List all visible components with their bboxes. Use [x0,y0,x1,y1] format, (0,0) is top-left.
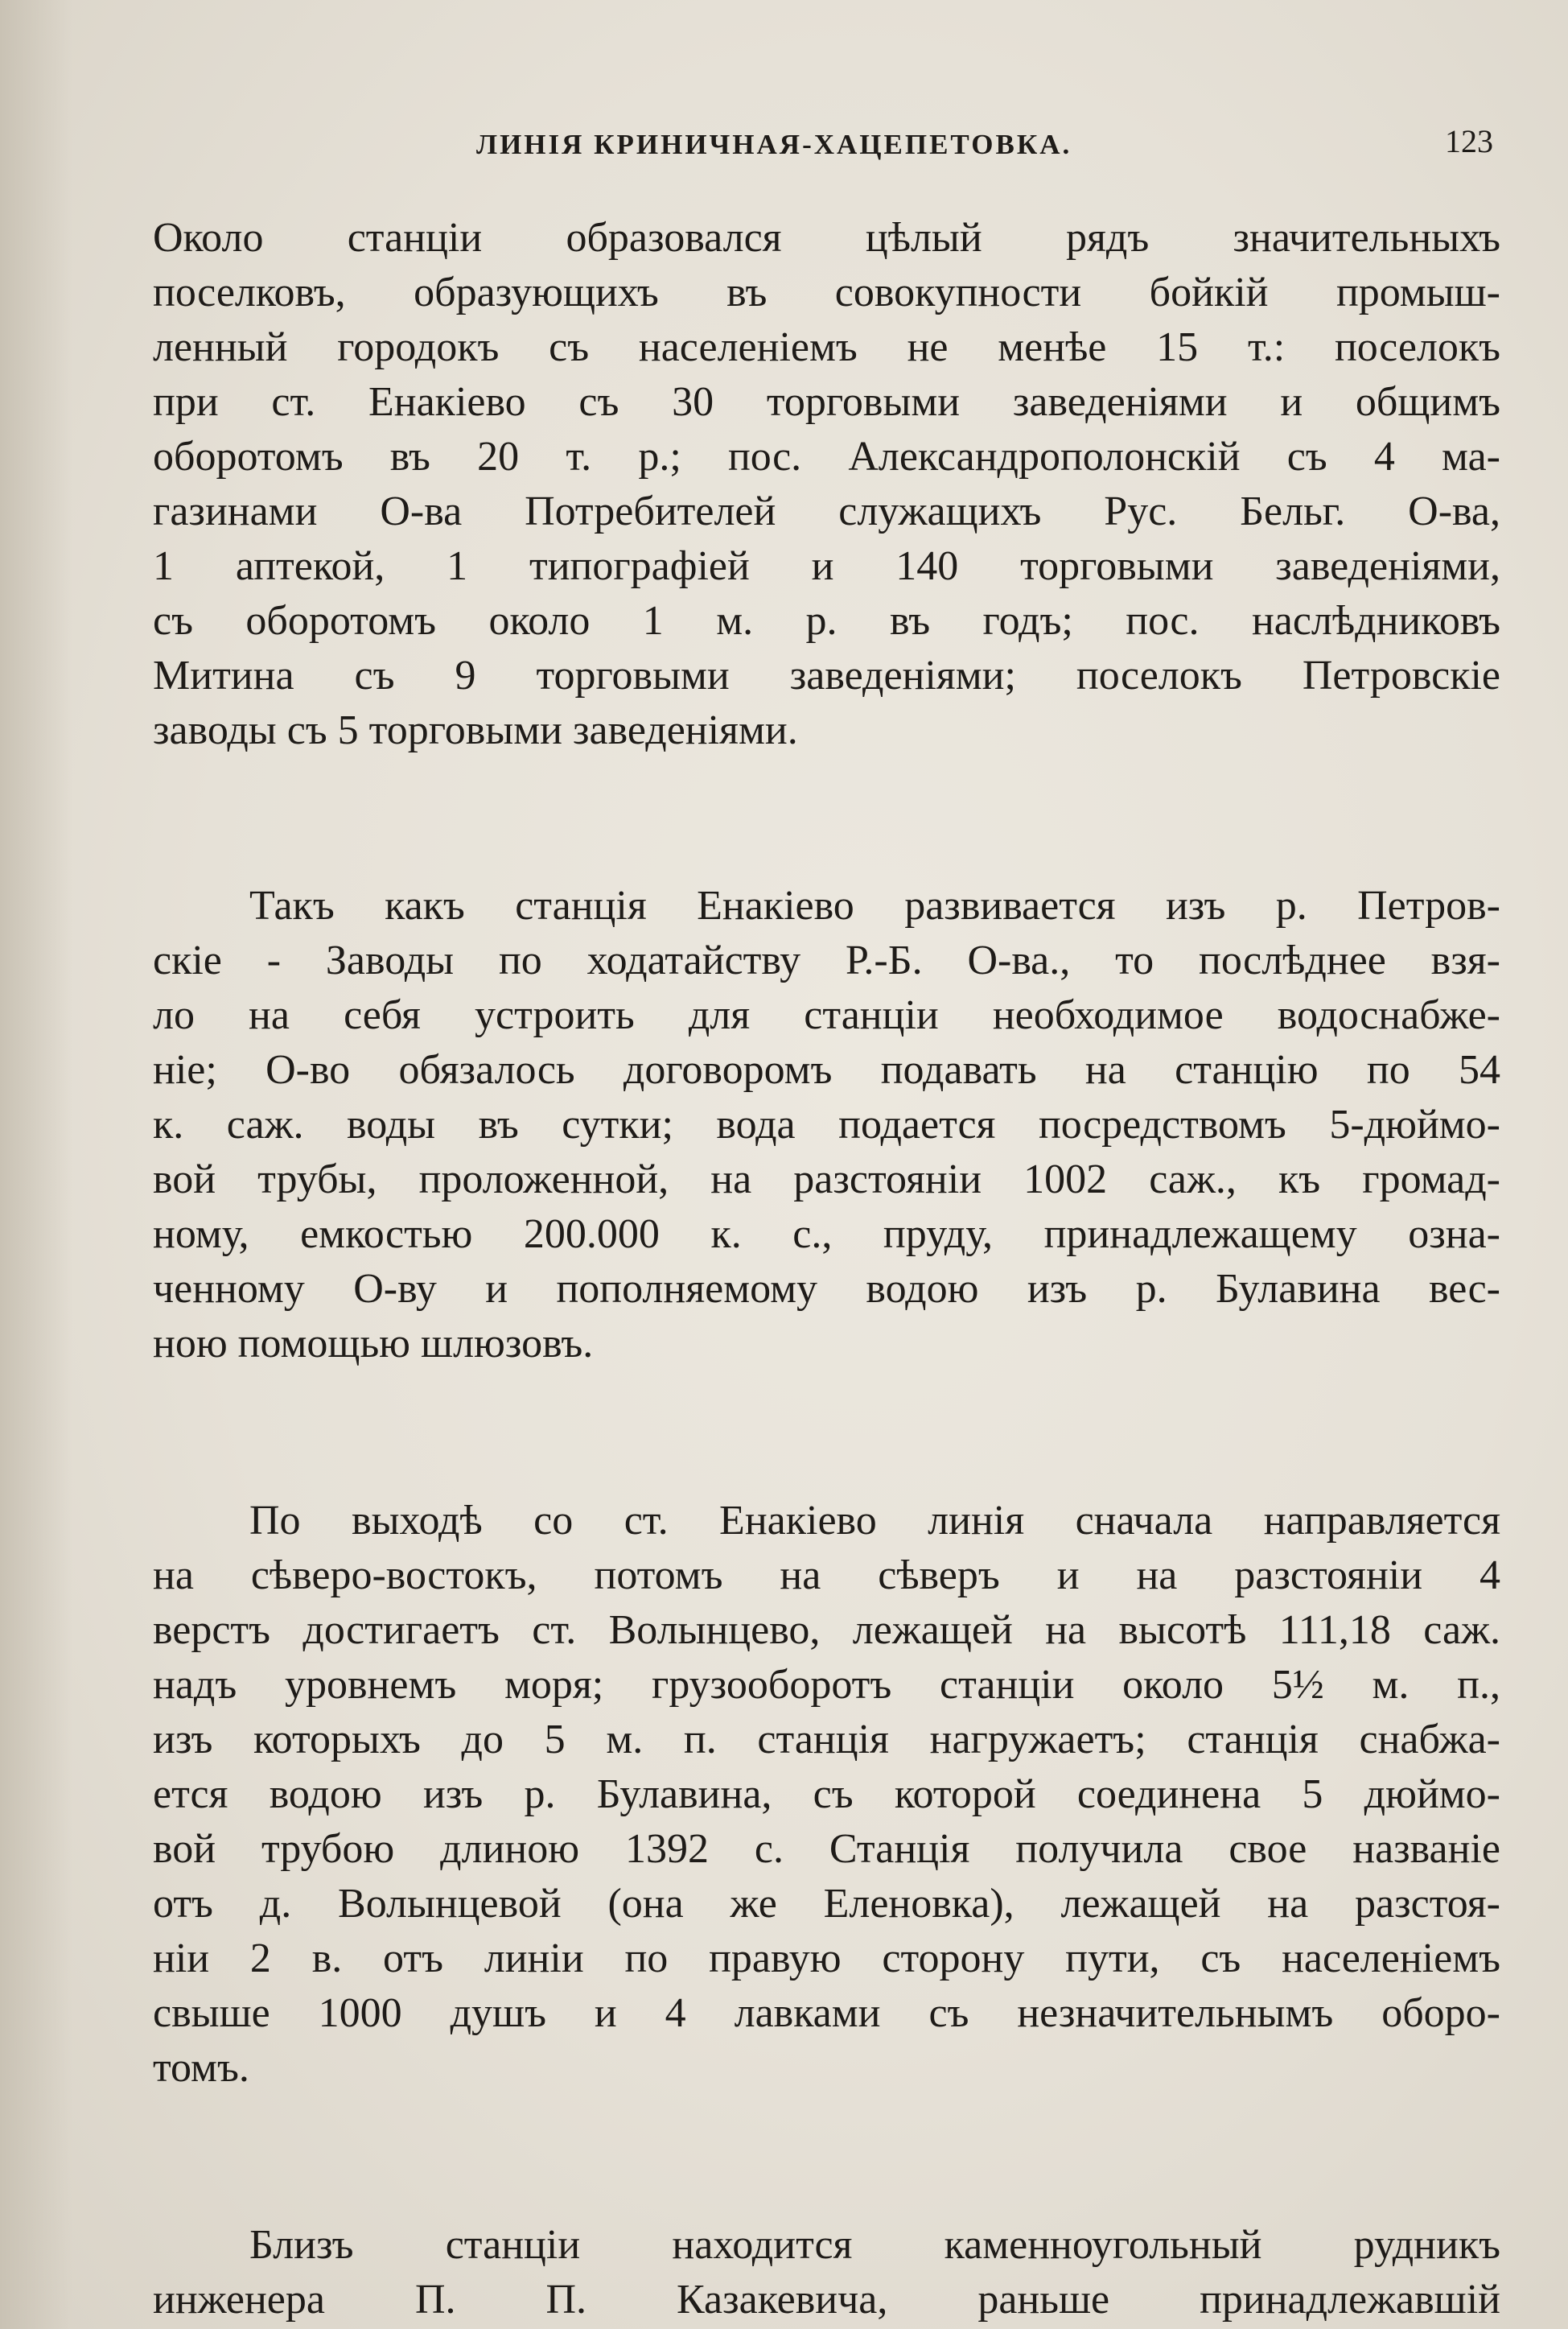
text-line: съ оборотомъ около 1 м. р. въ годъ; пос. наслѣдниковъ [153,598,1500,644]
text-line: Близъ станціи находится каменноугольный рудникъ [249,2222,1500,2268]
paragraph-3 [153,1494,1500,2096]
text-line: ною помощью шлюзовъ. [153,1321,594,1366]
text-line: Такъ какъ станція Енакіево развивается изъ р. Петров- [249,883,1500,929]
running-head-title: ЛИНІЯ КРИНИЧНАЯ-ХАЦЕПЕТОВКА. [476,129,1072,160]
paragraph-4 [153,2218,1500,2327]
text-line: 1 аптекой, 1 типографіей и 140 торговыми заведеніями, [153,543,1500,589]
gutter-shadow [0,0,72,2329]
text-line: По выходѣ со ст. Енакіево линія сначала направляется [249,1498,1500,1544]
paragraph-2 [153,879,1500,1371]
text-line: оборотомъ въ 20 т. р.; пос. Александрополонскій съ 4 ма- [153,434,1500,480]
text-line: надъ уровнемъ моря; грузооборотъ станціи около 5½ м. п., [153,1662,1500,1708]
paragraph-1 [153,211,1500,758]
text-line: изъ которыхъ до 5 м. п. станція нагружаетъ; станція снабжа- [153,1717,1500,1762]
page-number: 123 [1445,123,1493,159]
text-line: ніи 2 в. отъ линіи по правую сторону пути, съ населеніемъ [153,1935,1500,1981]
text-line: вой трубы, проложенной, на разстояніи 1002 саж., къ громад- [153,1156,1500,1202]
text-line: ется водою изъ р. Булавина, съ которой соединена 5 дюймо- [153,1771,1500,1817]
text-line: свыше 1000 душъ и 4 лавками съ незначительнымъ оборо- [153,1990,1500,2036]
text-line: Около станціи образовался цѣлый рядъ значительныхъ [153,215,1500,261]
text-line: ленный городокъ съ населеніемъ не менѣе 15 т.: поселокъ [153,324,1500,370]
text-line: Митина съ 9 торговыми заведеніями; поселокъ Петровскіе [153,653,1500,699]
text-line: к. саж. воды въ сутки; вода подается посредствомъ 5-дюймо- [153,1102,1500,1148]
text-line: отъ д. Волынцевой (она же Еленовка), лежащей на разстоя- [153,1881,1500,1927]
body-text [153,211,1500,2327]
text-line: ніе; О-во обязалось договоромъ подавать на станцію по 54 [153,1047,1500,1093]
paragraph-gap [153,758,1500,879]
text-line: при ст. Енакіево съ 30 торговыми заведеніями и общимъ [153,379,1500,425]
text-line: скіе - Заводы по ходатайству Р.-Б. О-ва., то послѣднее взя- [153,938,1500,983]
running-head [153,122,1496,171]
text-line: ченному О-ву и пополняемому водою изъ р. Булавина вес- [153,1266,1500,1312]
text-line: томъ. [153,2045,249,2091]
text-line: на сѣверо-востокъ, потомъ на сѣверъ и на разстояніи 4 [153,1552,1500,1598]
text-line: поселковъ, образующихъ въ совокупности бойкій промыш- [153,270,1500,315]
text-line: инженера П. П. Казакевича, раньше принадлежавшій [153,2277,1500,2323]
text-line: ному, емкостью 200.000 к. с., пруду, принадлежащему озна- [153,1211,1500,1257]
paragraph-gap [153,1371,1500,1494]
paragraph-gap [153,2096,1500,2218]
text-line: вой трубою длиною 1392 с. Станція получила свое названіе [153,1826,1500,1872]
text-line: ло на себя устроить для станціи необходимое водоснабже- [153,992,1500,1038]
text-line: заводы съ 5 торговыми заведеніями. [153,707,798,753]
text-line: верстъ достигаетъ ст. Волынцево, лежащей на высотѣ 111,18 саж. [153,1607,1500,1653]
text-line: газинами О-ва Потребителей служащихъ Рус. Бельг. О-ва, [153,488,1500,534]
